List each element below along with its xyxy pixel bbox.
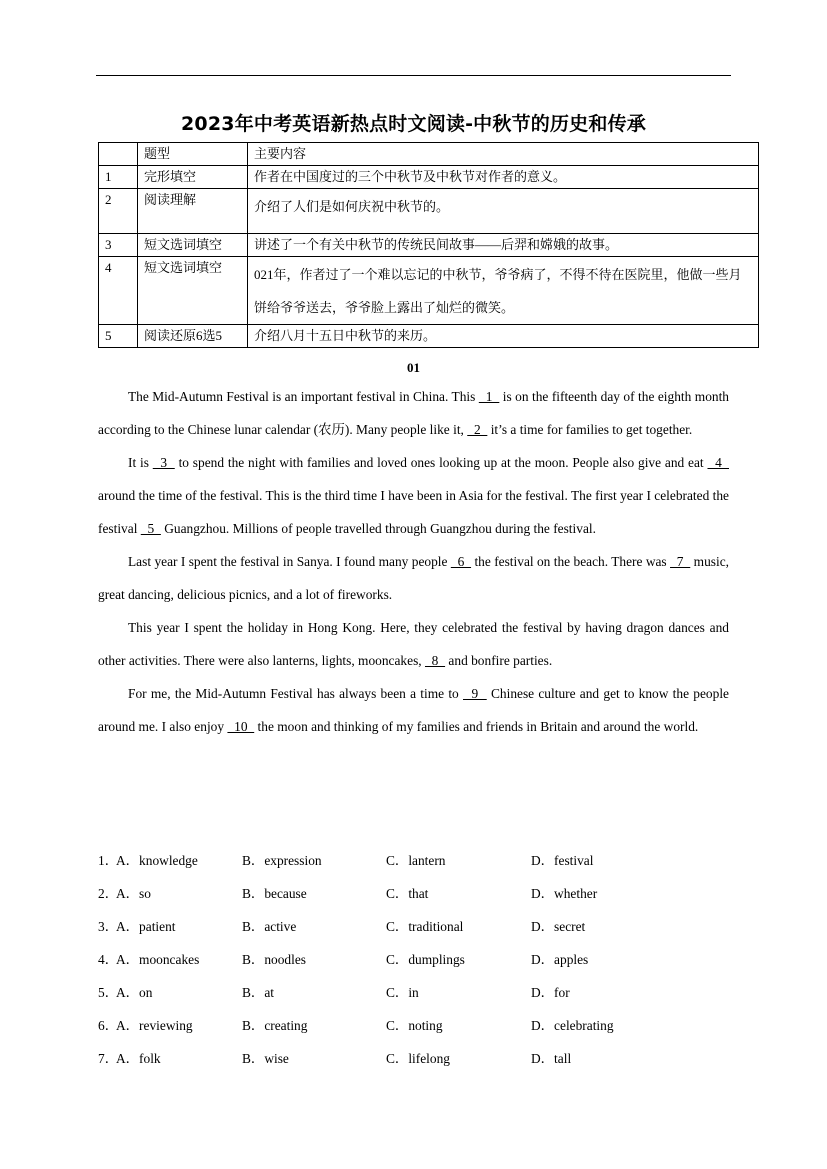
question-number: 6． bbox=[98, 1018, 119, 1033]
blank-4: 4 bbox=[707, 455, 729, 470]
passage-text: music, great dancing, delicious picnics, and a lot of fireworks. bbox=[98, 554, 729, 602]
option-d: D．for bbox=[531, 985, 570, 1000]
passage-text: the moon and thinking of my families and friends in Britain and around the world. bbox=[254, 719, 699, 734]
option-c: C．lifelong bbox=[386, 1051, 450, 1066]
table-row bbox=[99, 325, 759, 348]
header-rule bbox=[96, 75, 731, 76]
option-row bbox=[98, 844, 729, 877]
question-number: 2． bbox=[98, 886, 119, 901]
option-b: B．noodles bbox=[242, 952, 306, 967]
option-row bbox=[98, 877, 729, 910]
section-number: 01 bbox=[407, 360, 420, 375]
passage-text: it’s a time for families to get together. bbox=[487, 422, 693, 437]
passage-text: This year I spent the holiday in Hong Kong. Here, they celebrated the festival by having dragon dances and other activities. There were also lanterns, lights, mooncakes, bbox=[98, 620, 729, 668]
passage-text: is on the fifteenth day of the eighth month according to the Chinese lunar calendar (农历). Many people like it, bbox=[98, 389, 729, 437]
option-d: D．apples bbox=[531, 952, 589, 967]
table-header-cell: 主要内容 bbox=[248, 143, 759, 166]
option-row bbox=[98, 976, 729, 1009]
row-number: 1 bbox=[99, 166, 138, 189]
option-a: A．reviewing bbox=[116, 1018, 193, 1033]
option-a: A．knowledge bbox=[116, 853, 198, 868]
option-c: C．dumplings bbox=[386, 952, 465, 967]
blank-3: 3 bbox=[152, 455, 175, 470]
option-c: C．traditional bbox=[386, 919, 464, 934]
blank-1: 1 bbox=[478, 389, 500, 404]
main-content: 讲述了一个有关中秋节的传统民间故事——后羿和嫦娥的故事。 bbox=[248, 234, 759, 257]
option-b: B．expression bbox=[242, 853, 322, 868]
row-number: 5 bbox=[99, 325, 138, 348]
row-number: 2 bbox=[99, 189, 138, 234]
paragraph bbox=[98, 446, 729, 545]
question-type: 阅读理解 bbox=[138, 189, 248, 234]
main-content: 介绍八月十五日中秋节的来历。 bbox=[248, 325, 759, 348]
option-d: D．whether bbox=[531, 886, 598, 901]
blank-9: 9 bbox=[463, 686, 487, 701]
option-a: A．on bbox=[116, 985, 153, 1000]
option-b: B．at bbox=[242, 985, 274, 1000]
question-type: 阅读还原6选5 bbox=[138, 325, 248, 348]
paragraph bbox=[98, 380, 729, 446]
passage-text: It is bbox=[128, 455, 153, 470]
option-d: D．tall bbox=[531, 1051, 572, 1066]
page-title: 2023年中考英语新热点时文阅读-中秋节的历史和传承 bbox=[181, 113, 646, 135]
option-b: B．wise bbox=[242, 1051, 289, 1066]
blank-2: 2 bbox=[467, 422, 488, 437]
passage-text: to spend the night with families and loved ones looking up at the moon. People also give and eat bbox=[174, 455, 708, 470]
blank-10: 10 bbox=[227, 719, 255, 734]
main-content: 021年，作者过了一个难以忘记的中秋节，爷爷病了，不得不待在医院里，他做一些月饼给爷爷送去，爷爷脸上露出了灿烂的微笑。 bbox=[248, 257, 759, 325]
question-number: 3． bbox=[98, 919, 119, 934]
question-number: 5． bbox=[98, 985, 119, 1000]
table-header-row bbox=[99, 143, 759, 166]
paragraph bbox=[98, 611, 729, 677]
row-number: 4 bbox=[99, 257, 138, 325]
blank-5: 5 bbox=[140, 521, 161, 536]
option-c: C．that bbox=[386, 886, 429, 901]
main-content: 介绍了人们是如何庆祝中秋节的。 bbox=[248, 189, 759, 234]
question-type: 完形填空 bbox=[138, 166, 248, 189]
passage-text: and bonfire parties. bbox=[445, 653, 553, 668]
table-header-cell bbox=[99, 143, 138, 166]
paragraph bbox=[98, 545, 729, 611]
passage-text: Chinese culture and get to know the people around me. I also enjoy bbox=[98, 686, 729, 734]
option-d: D．celebrating bbox=[531, 1018, 614, 1033]
option-row bbox=[98, 1009, 729, 1042]
table-row bbox=[99, 189, 759, 234]
option-d: D．festival bbox=[531, 853, 594, 868]
summary-table bbox=[98, 142, 759, 348]
option-a: A．so bbox=[116, 886, 151, 901]
question-type: 短文选词填空 bbox=[138, 234, 248, 257]
passage-text: around the time of the festival. This is the third time I have been in Asia for the festival. The first year I celebrated the festival bbox=[98, 488, 729, 536]
option-c: C．in bbox=[386, 985, 419, 1000]
blank-7: 7 bbox=[670, 554, 691, 569]
main-content: 作者在中国度过的三个中秋节及中秋节对作者的意义。 bbox=[248, 166, 759, 189]
passage-text: Last year I spent the festival in Sanya. I found many people bbox=[128, 554, 451, 569]
option-a: A．mooncakes bbox=[116, 952, 200, 967]
option-row bbox=[98, 910, 729, 943]
option-row bbox=[98, 1042, 729, 1075]
passage-text: For me, the Mid-Autumn Festival has always been a time to bbox=[128, 686, 463, 701]
answer-options bbox=[98, 844, 729, 1075]
option-b: B．because bbox=[242, 886, 307, 901]
question-number: 7． bbox=[98, 1051, 119, 1066]
table-row bbox=[99, 234, 759, 257]
table-header-cell: 题型 bbox=[138, 143, 248, 166]
question-number: 4． bbox=[98, 952, 119, 967]
passage-text: The Mid-Autumn Festival is an important festival in China. This bbox=[128, 389, 479, 404]
option-a: A．patient bbox=[116, 919, 176, 934]
paragraph bbox=[98, 677, 729, 743]
table-row bbox=[99, 166, 759, 189]
option-row bbox=[98, 943, 729, 976]
cloze-passage bbox=[98, 380, 729, 743]
option-a: A．folk bbox=[116, 1051, 161, 1066]
passage-text: the festival on the beach. There was bbox=[471, 554, 671, 569]
row-number: 3 bbox=[99, 234, 138, 257]
option-c: C．noting bbox=[386, 1018, 443, 1033]
passage-text: Guangzhou. Millions of people travelled through Guangzhou during the festival. bbox=[160, 521, 596, 536]
option-d: D．secret bbox=[531, 919, 586, 934]
option-b: B．creating bbox=[242, 1018, 308, 1033]
option-b: B．active bbox=[242, 919, 297, 934]
blank-8: 8 bbox=[424, 653, 446, 668]
question-type: 短文选词填空 bbox=[138, 257, 248, 325]
blank-6: 6 bbox=[450, 554, 472, 569]
table-row bbox=[99, 257, 759, 325]
question-number: 1． bbox=[98, 853, 119, 868]
option-c: C．lantern bbox=[386, 853, 446, 868]
